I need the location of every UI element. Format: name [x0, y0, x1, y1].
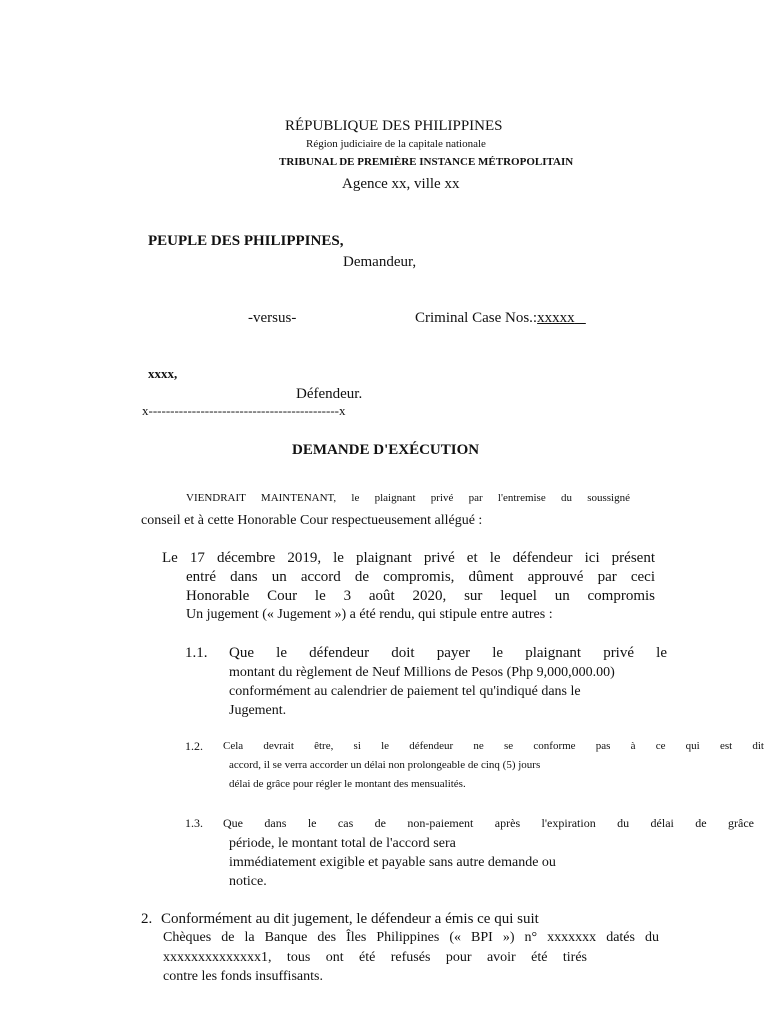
republic-heading: RÉPUBLIQUE DES PHILIPPINES [285, 118, 503, 134]
para2-line-3: xxxxxxxxxxxxxx1, tous ont été refusés pour avoir été tirés [163, 950, 587, 965]
intro-line-1: VIENDRAIT MAINTENANT, le plaignant privé par l'entremise du soussigné [186, 492, 630, 504]
para1-line-2: entré dans un accord de compromis, dûment approuvé par ceci [186, 569, 655, 585]
item-1-1-line-4: Jugement. [229, 703, 287, 718]
court-name: TRIBUNAL DE PREMIÈRE INSTANCE MÉTROPOLITAIN [279, 156, 574, 168]
item-1-1-number: 1.1. [185, 645, 208, 661]
versus-label: -versus- [248, 310, 297, 326]
item-1-2-number: 1.2. [185, 739, 203, 753]
item-1-1-line-1: Que le défendeur doit payer le plaignant privé le [229, 645, 667, 661]
item-1-3-line-3: immédiatement exigible et payable sans autre demande ou [229, 855, 556, 870]
plaintiff-role: Demandeur, [343, 254, 417, 270]
item-1-2-line-3: délai de grâce pour régler le montant des mensualités. [229, 778, 466, 790]
document-title: DEMANDE D'EXÉCUTION [292, 442, 480, 458]
case-number: xxxxx [537, 310, 575, 326]
item-1-3-number: 1.3. [185, 816, 203, 830]
case-number-line [415, 310, 586, 327]
branch-line: Agence xx, ville xx [342, 176, 460, 192]
caption-separator: x--------------------------------------------x [142, 403, 346, 418]
item-1-3-line-4: notice. [229, 874, 267, 889]
item-1-3-line-1: Que dans le cas de non-paiement après l'expiration du délai de grâce [223, 816, 754, 830]
item-1-1-line-2: montant du règlement de Neuf Millions de Pesos (Php 9,000,000.00) [229, 665, 615, 680]
para2-line-4: contre les fonds insuffisants. [163, 969, 323, 984]
case-label: Criminal Case Nos.: [415, 310, 538, 326]
para1-line-4: Un jugement (« Jugement ») a été rendu, qui stipule entre autres : [186, 607, 553, 622]
defendant-name: xxxx, [148, 366, 178, 381]
item-1-1-line-3: conformément au calendrier de paiement tel qu'indiqué dans le [229, 684, 581, 699]
item-1-2-line-1: Cela devrait être, si le défendeur ne se conforme pas à ce qui est dit [223, 740, 764, 752]
item-1-2-line-2: accord, il se verra accorder un délai non prolongeable de cinq (5) jours [229, 759, 541, 771]
para1-line-3: Honorable Cour le 3 août 2020, sur lequel un compromis [186, 588, 655, 604]
region-line: Région judiciaire de la capitale nationale [306, 138, 486, 150]
defendant-role: Défendeur. [296, 386, 363, 402]
para2-line-2: Chèques de la Banque des Îles Philippines (« BPI ») n° xxxxxxx datés du [163, 930, 659, 945]
plaintiff-name: PEUPLE DES PHILIPPINES, [148, 233, 344, 249]
item-1-3-line-2: période, le montant total de l'accord sera [229, 836, 456, 851]
para2-line-1: Conformément au dit jugement, le défendeur a émis ce qui suit [161, 911, 539, 927]
intro-line-2: conseil et à cette Honorable Cour respectueusement allégué : [141, 513, 483, 528]
para2-number: 2. [141, 911, 153, 927]
para1-line-1: Le 17 décembre 2019, le plaignant privé et le défendeur ici présent [162, 550, 655, 566]
